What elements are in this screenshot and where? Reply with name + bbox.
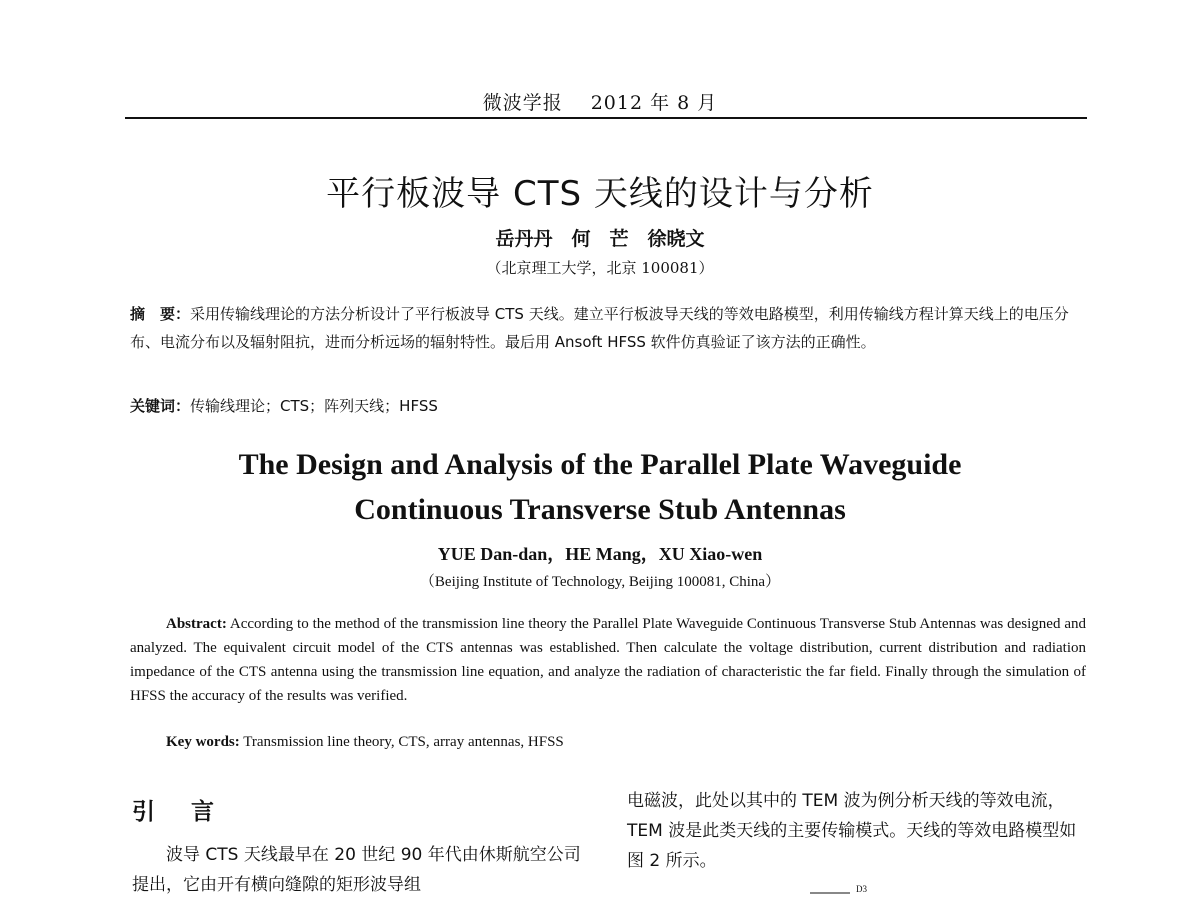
figure-label: D3 — [856, 884, 867, 894]
en-title-line2: Continuous Transverse Stub Antennas — [354, 493, 846, 526]
running-header — [0, 88, 1200, 115]
en-affiliation: （Beijing Institute of Technology, Beijing 100081, China） — [419, 574, 781, 590]
issue-date: 2012 年 8 月 — [590, 92, 718, 114]
body-right-column: 电磁波，此处以其中的 TEM 波为例分析天线的等效电流，TEM 波是此类天线的主要传输模式。天线的等效电路模型如图 2 所示。 — [627, 791, 1077, 871]
cn-abstract — [130, 300, 1085, 356]
cn-keywords-label: 关键词： — [130, 397, 191, 415]
cn-affiliation: （北京理工大学，北京 100081） — [486, 259, 714, 277]
en-abstract — [130, 612, 1086, 708]
cn-abstract-label: 摘 要： — [130, 305, 191, 323]
en-abstract-text: According to the method of the transmission line theory the Parallel Plate Waveguide Continuous Transverse Stub Antennas was designed and analyzed. The equivalent circuit model of the CTS antennas was established. Then calculate the voltage distribution, current distribution and radiation impedance of the CTS antenna using the transmission line equation, and analyze the radiation of characteristic the far field. Finally through the simulation of HFSS the accuracy of the results was verified. — [130, 616, 1086, 704]
section-heading-introduction: 引 言 — [132, 799, 229, 825]
en-title — [0, 442, 1200, 532]
cn-title: 平行板波导 CTS 天线的设计与分析 — [326, 174, 874, 214]
en-authors: YUE Dan-dan，HE Mang，XU Xiao-wen — [437, 544, 763, 564]
figure-2-fragment — [800, 880, 880, 894]
en-keywords — [166, 734, 1086, 751]
en-keywords-text: Transmission line theory, CTS, array antennas, HFSS — [243, 734, 564, 750]
en-abstract-label: Abstract: — [166, 616, 227, 632]
cn-keywords — [130, 395, 1085, 417]
cn-abstract-text: 采用传输线理论的方法分析设计了平行板波导 CTS 天线。建立平行板波导天线的等效电路模型，利用传输线方程计算天线上的电压分布、电流分布以及辐射阻抗，进而分析远场的辐射特性。最后用 Ansoft HFSS 软件仿真验证了该方法的正确性。 — [130, 305, 1069, 351]
en-title-line1: The Design and Analysis of the Parallel Plate Waveguide — [238, 448, 962, 481]
cn-authors: 岳丹丹 何 芒 徐晓文 — [495, 228, 705, 250]
en-keywords-label: Key words: — [166, 734, 240, 750]
cn-keywords-text: 传输线理论；CTS；阵列天线；HFSS — [190, 397, 438, 415]
body-left-column: 波导 CTS 天线最早在 20 世纪 90 年代由休斯航空公司提出，它由开有横向缝隙的矩形波导组 — [132, 845, 581, 895]
header-rule — [125, 117, 1087, 119]
journal-name: 微波学报 — [482, 92, 563, 114]
